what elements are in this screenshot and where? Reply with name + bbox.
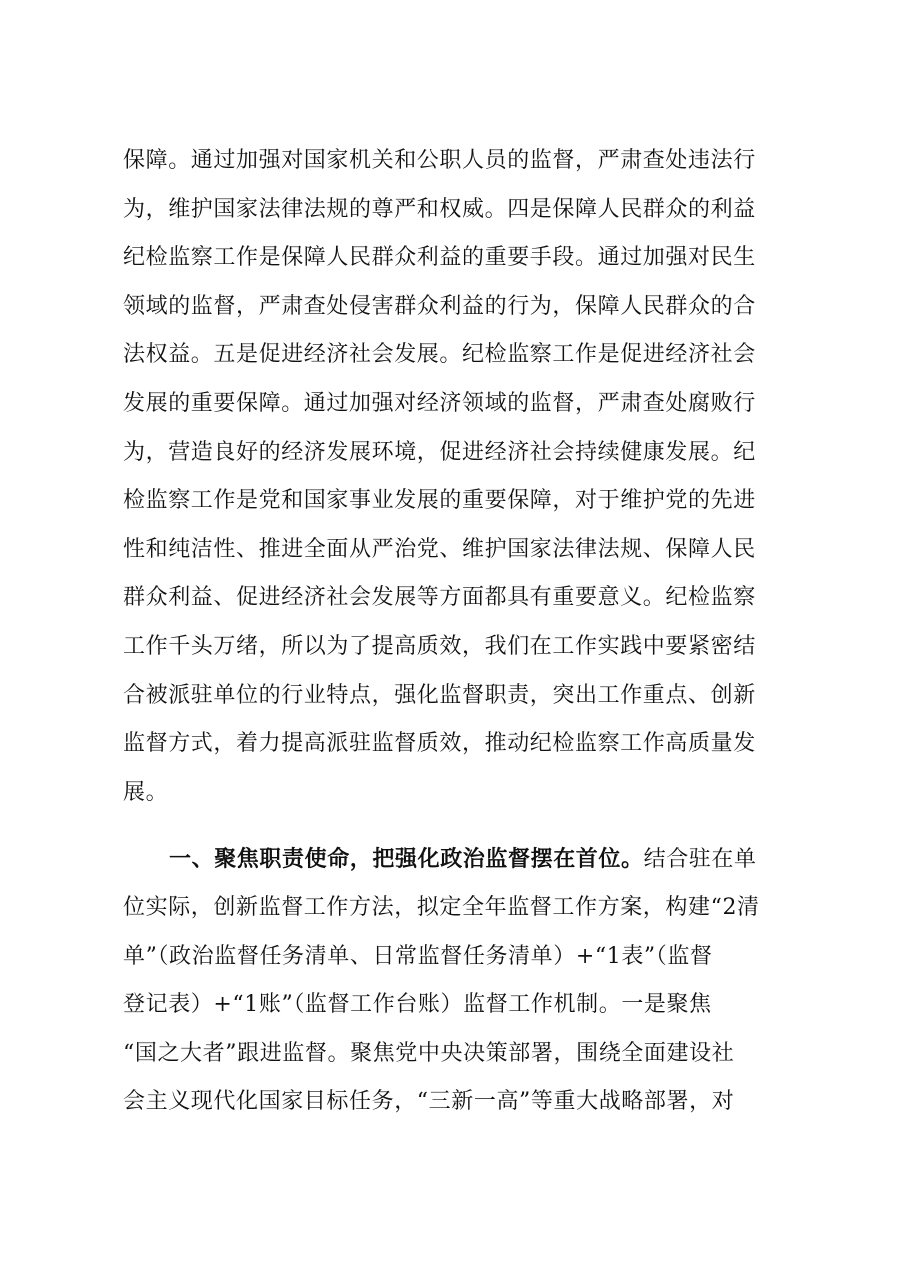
paragraph-1 bbox=[123, 137, 843, 817]
paragraph-2 bbox=[123, 835, 843, 1127]
paragraph-line: 群众利益、促进经济社会发展等方面都具有重要意义。纪检监察 bbox=[123, 585, 756, 611]
paragraph-line: 法权益。五是促进经济社会发展。纪检监察工作是促进经济社会 bbox=[123, 342, 756, 368]
paragraph-line: 领域的监督，严肃查处侵害群众利益的行为，保障人民群众的合 bbox=[123, 293, 756, 319]
paragraph-line: 登记表）+“1账”（监督工作台账）监督工作机制。一是聚焦 bbox=[123, 992, 712, 1018]
paragraph-line: 位实际，创新监督工作方法，拟定全年监督工作方案，构建“2清 bbox=[123, 894, 760, 920]
document-body bbox=[123, 137, 843, 1127]
paragraph-line: “国之大者”跟进监督。聚焦党中央决策部署，围绕全面建设社 bbox=[123, 1040, 735, 1066]
paragraph-line: 为，维护国家法律法规的尊严和权威。四是保障人民群众的利益 bbox=[123, 196, 756, 222]
paragraph-line: 工作千头万绪，所以为了提高质效，我们在工作实践中要紧密结 bbox=[123, 633, 756, 659]
paragraph-line: 发展的重要保障。通过加强对经济领域的监督，严肃查处腐败行 bbox=[123, 390, 756, 416]
paragraph-line: 保障。通过加强对国家机关和公职人员的监督，严肃查处违法行 bbox=[123, 148, 756, 173]
paragraph-line: 展。 bbox=[123, 779, 169, 805]
paragraph-text: 结合驻在单 bbox=[643, 847, 757, 873]
paragraph-first-line bbox=[123, 835, 843, 884]
paragraph-line: 性和纯洁性、推进全面从严治党、维护国家法律法规、保障人民 bbox=[123, 536, 756, 562]
paragraph-line: 单”（政治监督任务清单、日常监督任务清单）+“1表”（监督 bbox=[123, 943, 713, 969]
paragraph-line: 合被派驻单位的行业特点，强化监督职责，突出工作重点、创新 bbox=[123, 682, 756, 708]
paragraph-line: 会主义现代化国家目标任务，“三新一高”等重大战略部署，对 bbox=[123, 1089, 735, 1115]
paragraph-line: 纪检监察工作是保障人民群众利益的重要手段。通过加强对民生 bbox=[123, 245, 756, 271]
paragraph-line: 检监察工作是党和国家事业发展的重要保障，对于维护党的先进 bbox=[123, 488, 756, 514]
paragraph-line: 为，营造良好的经济发展环境，促进经济社会持续健康发展。纪 bbox=[123, 439, 756, 465]
paragraph-line: 监督方式，着力提高派驻监督质效，推动纪检监察工作高质量发 bbox=[123, 731, 756, 757]
section-heading: 一、聚焦职责使命，把强化政治监督摆在首位。 bbox=[169, 846, 644, 873]
